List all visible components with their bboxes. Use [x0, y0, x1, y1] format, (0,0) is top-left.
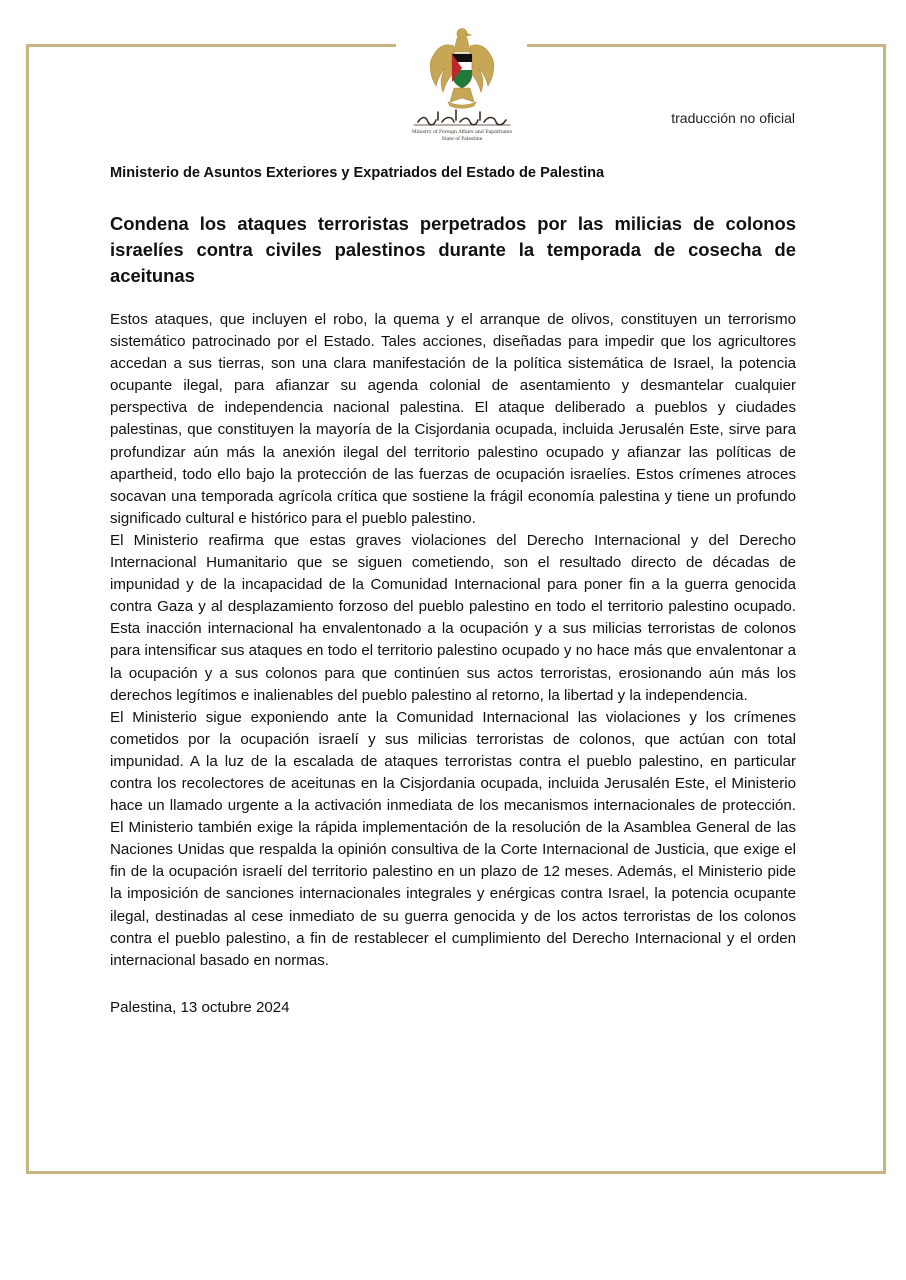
ministry-heading: Ministerio de Asuntos Exteriores y Expatriados del Estado de Palestina — [110, 165, 605, 181]
emblem-english-line1: Ministry of Foreign Affairs and Expatriates — [411, 130, 513, 135]
press-release-title: Condena los ataques terroristas perpetrados por las milicias de colonos israelíes contra civiles palestinos durante la temporada de cosecha de aceitunas — [110, 213, 796, 286]
dateline: Palestina, 13 octubre 2024 — [110, 998, 290, 1016]
document-body — [110, 163, 796, 1019]
paragraph: El Ministerio sigue exponiendo ante la Comunidad Internacional las violaciones y los crímenes cometidos por la ocupación israelí y sus milicias terroristas de colonos, que actúan con total impunidad. A la luz de la escalada de ataques terroristas contra el pueblo palestino, en particular contra los recolectores de aceitunas en la Cisjordania ocupada, incluida Jerusalén Este, el Ministerio hace un llamado urgente a la activación inmediata de los mecanismos internacionales de protección. El Ministerio también exige la rápida implementación de la resolución de la Asamblea General de las Naciones Unidas que respalda la opinión consultiva de la Corte Internacional de Justicia, que exige el fin de la ocupación israelí del territorio palestino en un plazo de 12 meses. Además, el Ministerio pide la imposición de sanciones internacionales integrales y enérgicas contra Israel, la potencia ocupante ilegal, destinadas al cese inmediato de su guerra genocida y de los actos terroristas de los colonos contra el pueblo palestino, a fin de restablecer el cumplimiento del Derecho Internacional y el orden internacional basado en normas. — [110, 708, 796, 969]
paragraph: El Ministerio reafirma que estas graves violaciones del Derecho Internacional y del Derecho Internacional Humanitario que se siguen cometiendo, son el resultado directo de décadas de impunidad y de la incapacidad de la Comunidad Internacional para poner fin a la guerra genocida contra Gaza y al desplazamiento forzoso del pueblo palestino en todo el territorio palestino ocupado. Esta inacción internacional ha envalentonado a la ocupación y a sus milicias terroristas de colonos para intensificar sus ataques en todo el territorio palestino ocupado y no hace más que envalentonar a la ocupación y a sus colonos para que continúen sus actos terroristas, erosionando aún más los derechos legítimos e inalienables del pueblo palestino al retorno, la libertad y la independencia. — [110, 531, 796, 704]
ministry-emblem — [400, 22, 524, 144]
arabic-calligraphy — [414, 110, 510, 125]
flag-shield-icon — [452, 54, 472, 88]
translation-note: traducción no oficial — [671, 110, 795, 126]
paragraph: Estos ataques, que incluyen el robo, la quema y el arranque de olivos, constituyen un terrorismo sistemático patrocinado por el Estado. Tales acciones, diseñadas para impedir que los agricultores accedan a sus tierras, son una clara manifestación de la política sistemática de Israel, la potencia ocupante ilegal, para afianzar su agenda colonial de asentamiento y desmantelar cualquier perspectiva de independencia nacional palestina. El ataque deliberado a pueblos y ciudades palestinas, que constituyen la mayoría de la Cisjordania ocupada, incluida Jerusalén Este, sirve para profundizar aún más la anexión ilegal del territorio palestino ocupado y afianzar las políticas de apartheid, todo ello bajo la protección de las fuerzas de ocupación israelíes. Estos crímenes atroces socavan una temporada agrícola crítica que sostiene la frágil economía palestina y tiene un profundo significado cultural e histórico para el pueblo palestino. — [110, 311, 796, 527]
emblem-english-line2: State of Palestine — [441, 137, 483, 142]
